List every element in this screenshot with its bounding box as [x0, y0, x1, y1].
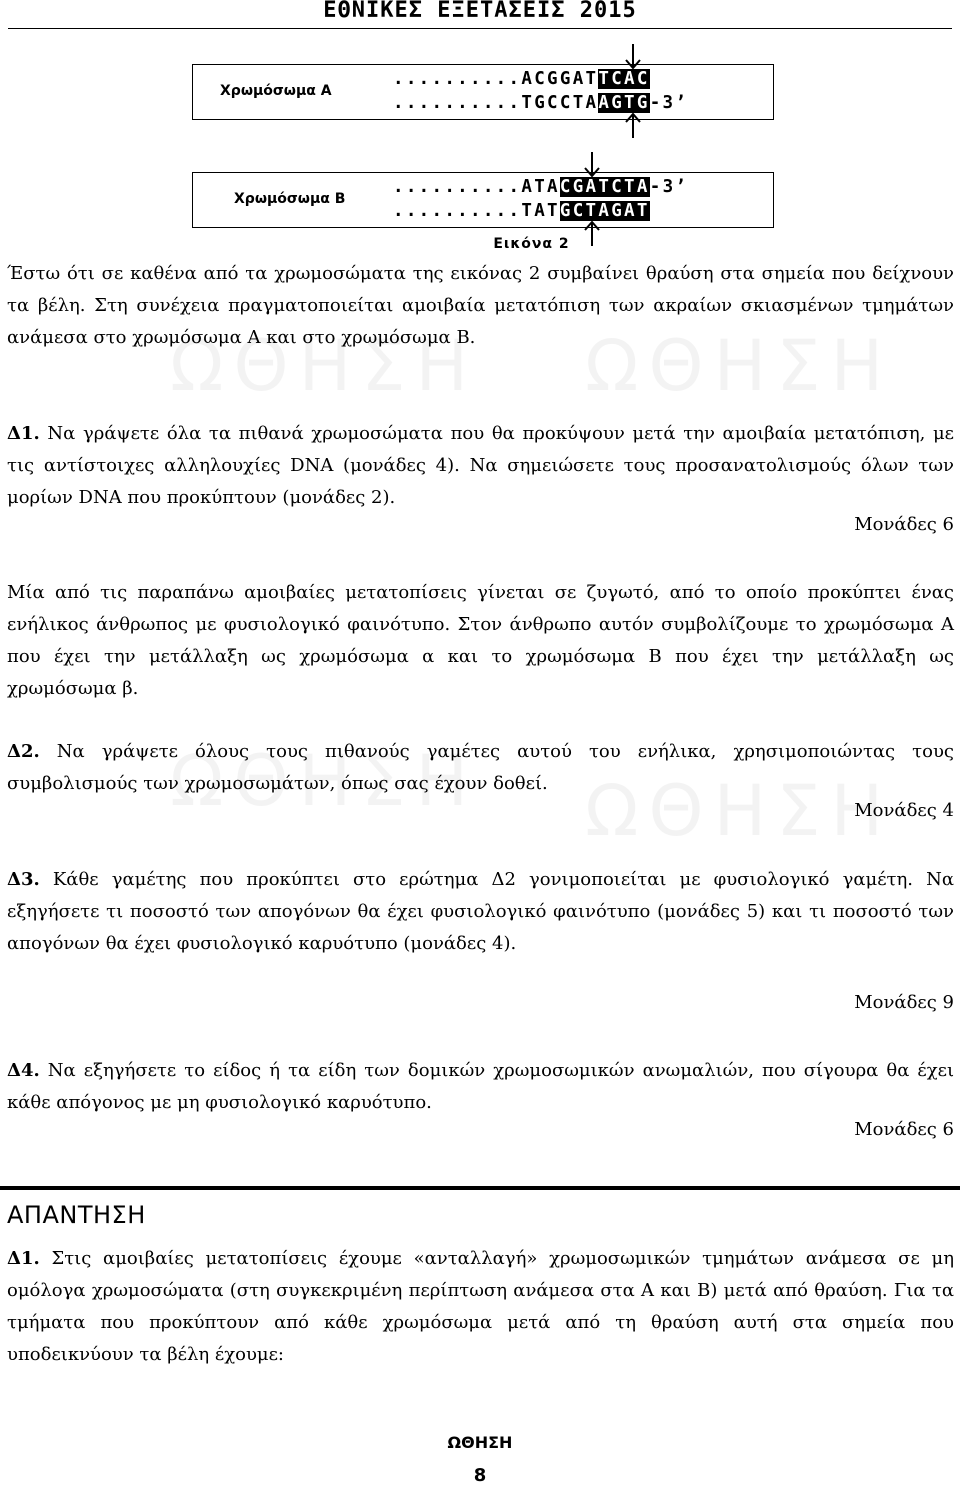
chromosome-b-label: Χρωμόσωμα Β — [234, 191, 346, 207]
chromosome-a-strand-bottom: ..........TGCCTAAGTG-3’ — [393, 93, 689, 113]
question-d2-label: Δ2. — [7, 741, 40, 762]
question-d4-text: Να εξηγήσετε το είδος ή τα είδη των δομικών χρωμοσωμικών ανωμαλιών, που σίγουρα θα έχει κάθε απόγονος με μη φυσιολογικό καρυότυπο. — [7, 1060, 954, 1113]
header-divider — [8, 28, 952, 29]
question-d1-text: Να γράψετε όλα τα πιθανά χρωμοσώματα που θα προκύψουν μετά την αμοιβαία μετατόπιση, με τις αντίστοιχες αλληλουχίες DNA (μονάδες 4). Να σημειώσετε τους προσανατολισμούς όλων των μορίων DNA που προκύπτουν (μονάδες 2). — [7, 423, 954, 508]
question-d2-marks: Μονάδες 4 — [854, 800, 954, 821]
answer-d1 — [7, 1243, 954, 1371]
answer-d1-label: Δ1. — [7, 1248, 40, 1269]
chromosome-a-label: Χρωμόσωμα Α — [220, 83, 332, 99]
question-d3 — [7, 864, 954, 960]
answer-d1-text: Στις αμοιβαίες μετατοπίσεις έχουμε «ανταλλαγή» χρωμοσωμικών τμημάτων ανάμεσα σε μη ομόλογα χρωμοσώματα (στη συγκεκριμένη περίπτωση ανάμεσα στα Α και Β) μετά από θραύση. Για τα τμήματα που προκύπτουν από κάθε χρωμόσωμα μετά από τη θραύση αυτή στα σημεία που υποδεικνύουν τα βέλη έχουμε: — [7, 1248, 954, 1365]
question-d4-label: Δ4. — [7, 1060, 40, 1081]
figure-caption: Εικόνα 2 — [493, 236, 570, 252]
question-d1-label: Δ1. — [7, 423, 40, 444]
question-d4-marks: Μονάδες 6 — [854, 1119, 954, 1140]
question-d3-marks: Μονάδες 9 — [854, 992, 954, 1013]
answer-divider — [0, 1186, 960, 1190]
chromosome-a-strand-top: ..........ACGGATTCAC — [393, 69, 650, 89]
question-d1 — [7, 418, 954, 514]
question-d2 — [7, 736, 954, 800]
question-d3-label: Δ3. — [7, 869, 40, 890]
chromosome-b-strand-bottom: ..........TATGCTAGAT — [393, 201, 650, 221]
break-arrow-up-icon — [623, 112, 643, 138]
question-d1-marks: Μονάδες 6 — [854, 514, 954, 535]
question-d2-text: Να γράψετε όλους τους πιθανούς γαμέτες αυτού του ενήλικα, χρησιμοποιώντας τους συμβολισμούς των χρωμοσωμάτων, όπως σας έχουν δοθεί. — [7, 741, 954, 794]
intro-paragraph: Έστω ότι σε καθένα από τα χρωμοσώματα της εικόνας 2 συμβαίνει θραύση στα σημεία που δείχνουν τα βέλη. Στη συνέχεια πραγματοποιείται αμοιβαία μετατόπιση των ακραίων σκιασμένων τμημάτων ανάμεσα στο χρωμόσωμα Α και στο χρωμόσωμα Β. — [7, 263, 954, 348]
scenario-paragraph: Μία από τις παραπάνω αμοιβαίες μετατοπίσεις γίνεται σε ζυγωτό, από το οποίο προκύπτει ένας ενήλικος άνθρωπος με φυσιολογικό φαινότυπο. Στον άνθρωπο αυτόν συμβολίζουμε το χρωμόσωμα Α που έχει την μετάλλαξη ως χρωμόσωμα α και το χρωμόσωμα Β που έχει την μετάλλαξη ως χρωμόσωμα β. — [7, 582, 954, 699]
page-number: 8 — [473, 1465, 487, 1486]
break-arrow-down-icon — [623, 44, 643, 70]
chromosome-b-strand-top: ..........ATACGATCTA-3’ — [393, 177, 689, 197]
answer-title: ΑΠΑΝΤΗΣΗ — [7, 1201, 146, 1229]
page-header: ΕΘΝΙΚΕΣ ΕΞΕΤΑΣΕΙΣ 2015 — [323, 0, 637, 23]
footer-organization: ΩΘΗΣΗ — [447, 1433, 513, 1452]
question-d3-text: Κάθε γαμέτης που προκύπτει στο ερώτημα Δ2 γονιμοποιείται με φυσιολογικό γαμέτη. Να εξηγήσετε τι ποσοστό των απογόνων θα έχει φυσιολογικό φαινότυπο (μονάδες 5) και τι ποσοστό των απογόνων θα έχει φυσιολογικό καρυότυπο (μονάδες 4). — [7, 869, 954, 954]
question-d4 — [7, 1055, 954, 1119]
break-arrow-down-icon — [582, 152, 602, 178]
